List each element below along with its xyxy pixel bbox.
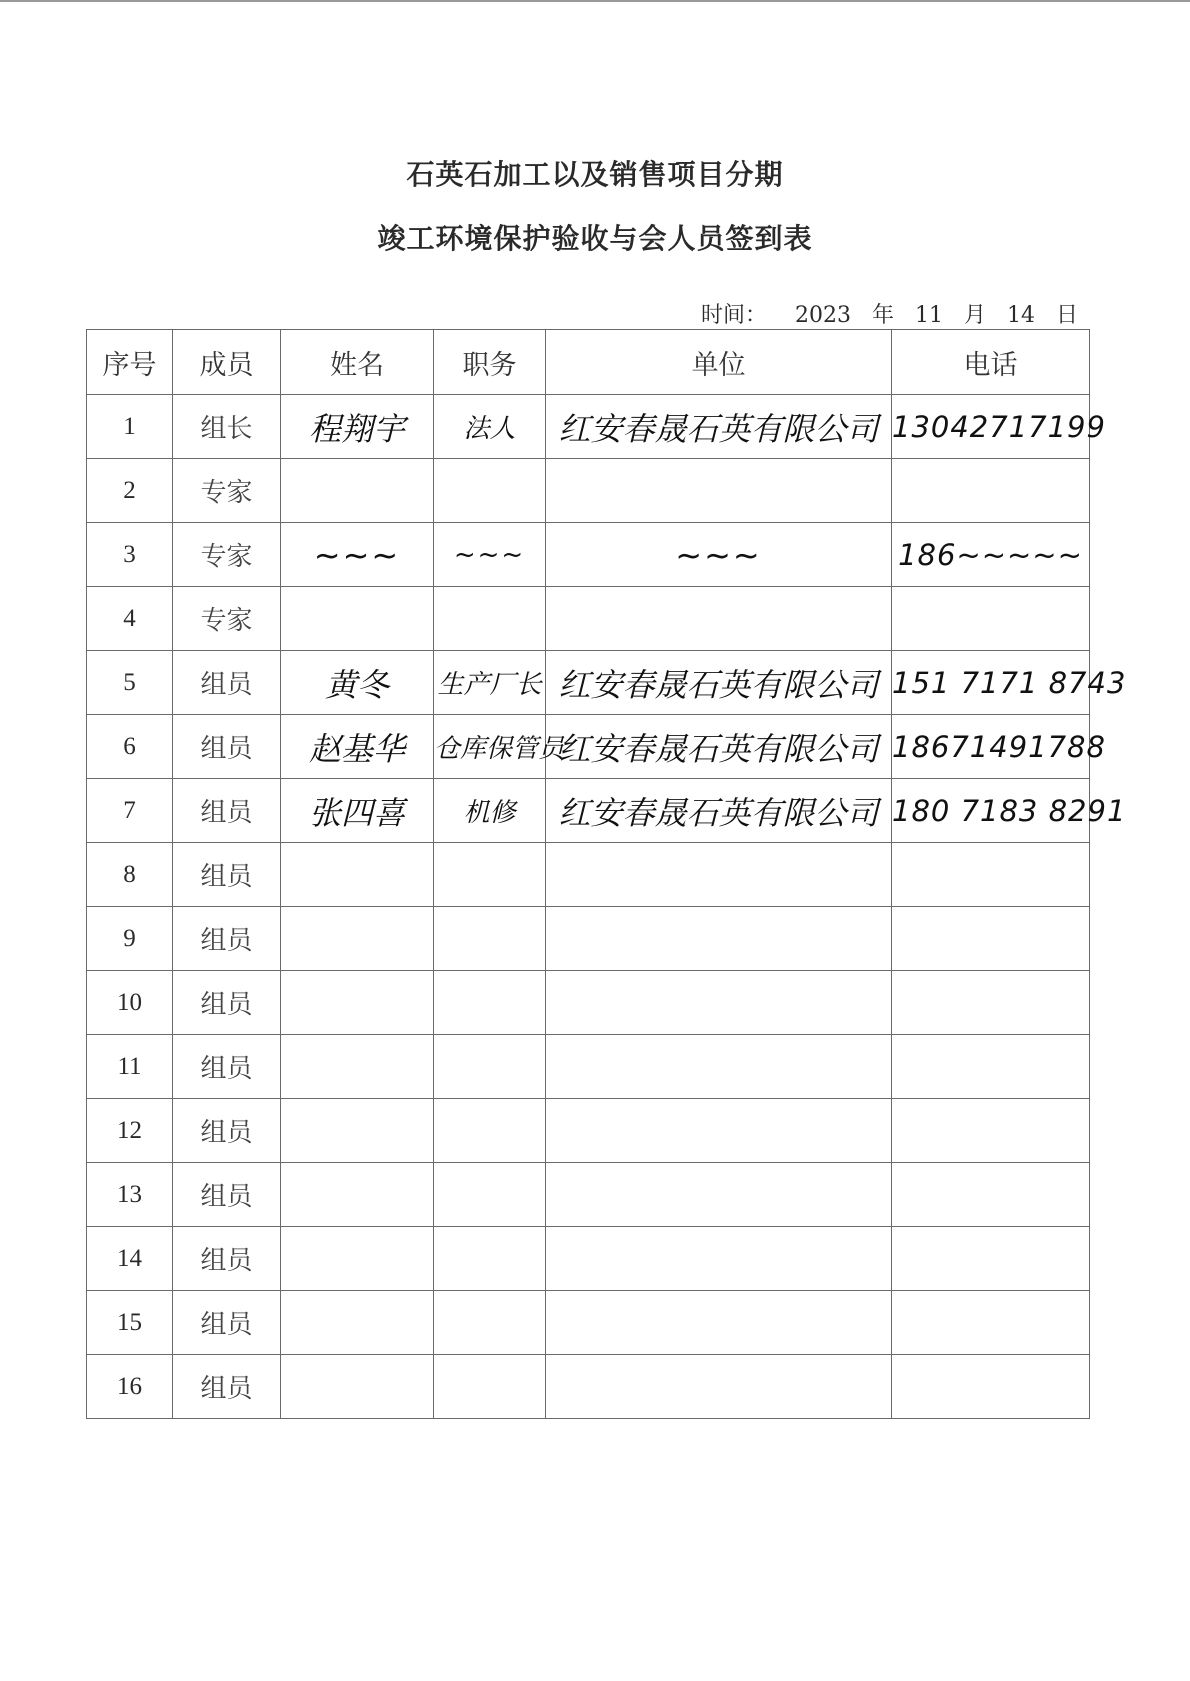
row-phone — [892, 843, 1090, 907]
table-row — [87, 395, 1090, 459]
row-unit: 红安春晟石英有限公司 — [546, 651, 892, 715]
row-number: 14 — [87, 1227, 173, 1291]
row-phone — [892, 459, 1090, 523]
row-position — [434, 907, 546, 971]
row-role: 组员 — [173, 907, 281, 971]
row-role: 组员 — [173, 651, 281, 715]
row-position — [434, 843, 546, 907]
date-day: 14 — [1007, 303, 1035, 328]
row-number: 15 — [87, 1291, 173, 1355]
document-title-line2: 竣工环境保护验收与会人员签到表 — [377, 222, 813, 255]
row-number: 2 — [87, 459, 173, 523]
row-name — [281, 1163, 434, 1227]
row-phone: 180 7183 8291 — [892, 779, 1090, 843]
row-number: 5 — [87, 651, 173, 715]
row-role: 组员 — [173, 715, 281, 779]
table-row — [87, 1163, 1090, 1227]
row-phone: 151 7171 8743 — [892, 651, 1090, 715]
row-unit — [546, 1099, 892, 1163]
date-month-unit: 月 — [964, 303, 987, 328]
table-row — [87, 587, 1090, 651]
row-phone — [892, 971, 1090, 1035]
row-name — [281, 907, 434, 971]
row-unit — [546, 1035, 892, 1099]
row-phone: 186~~~~~ — [892, 523, 1090, 587]
row-position — [434, 1291, 546, 1355]
date-line — [701, 298, 1078, 329]
row-unit: 红安春晟石英有限公司 — [546, 779, 892, 843]
table-row — [87, 907, 1090, 971]
row-role: 专家 — [173, 587, 281, 651]
row-unit — [546, 1355, 892, 1419]
row-position — [434, 1227, 546, 1291]
row-position: 生产厂长 — [434, 651, 546, 715]
row-number: 12 — [87, 1099, 173, 1163]
row-role: 组员 — [173, 843, 281, 907]
row-phone — [892, 587, 1090, 651]
document-title-line1: 石英石加工以及销售项目分期 — [406, 158, 784, 191]
row-number: 1 — [87, 395, 173, 459]
header-no: 序号 — [87, 330, 173, 395]
row-unit — [546, 587, 892, 651]
table-row — [87, 1035, 1090, 1099]
row-unit — [546, 1227, 892, 1291]
row-position — [434, 1035, 546, 1099]
header-phone: 电话 — [892, 330, 1090, 395]
row-position — [434, 1099, 546, 1163]
row-name — [281, 843, 434, 907]
row-name — [281, 1355, 434, 1419]
row-position: ~~~ — [434, 523, 546, 587]
row-number: 4 — [87, 587, 173, 651]
row-number: 8 — [87, 843, 173, 907]
row-phone: 18671491788 — [892, 715, 1090, 779]
row-number: 13 — [87, 1163, 173, 1227]
row-name — [281, 1035, 434, 1099]
row-number: 9 — [87, 907, 173, 971]
row-position: 法人 — [434, 395, 546, 459]
date-year-unit: 年 — [872, 303, 895, 328]
row-number: 7 — [87, 779, 173, 843]
row-unit: ~~~ — [546, 523, 892, 587]
row-role: 组员 — [173, 779, 281, 843]
row-position — [434, 459, 546, 523]
row-unit — [546, 459, 892, 523]
row-unit — [546, 843, 892, 907]
row-role: 专家 — [173, 459, 281, 523]
header-unit: 单位 — [546, 330, 892, 395]
row-phone — [892, 1163, 1090, 1227]
row-number: 6 — [87, 715, 173, 779]
table-row — [87, 1355, 1090, 1419]
row-position — [434, 1163, 546, 1227]
row-name — [281, 971, 434, 1035]
scan-edge — [0, 0, 1190, 2]
row-role: 组员 — [173, 1227, 281, 1291]
row-role: 组员 — [173, 1163, 281, 1227]
row-role: 专家 — [173, 523, 281, 587]
row-name: ~~~ — [281, 523, 434, 587]
row-name — [281, 1099, 434, 1163]
header-position: 职务 — [434, 330, 546, 395]
row-unit — [546, 1291, 892, 1355]
row-unit: 红安春晟石英有限公司 — [546, 395, 892, 459]
table-row — [87, 1227, 1090, 1291]
date-year: 2023 — [795, 303, 852, 328]
row-number: 10 — [87, 971, 173, 1035]
row-phone — [892, 1035, 1090, 1099]
row-name — [281, 459, 434, 523]
table-row — [87, 971, 1090, 1035]
date-day-unit: 日 — [1055, 303, 1078, 328]
row-role: 组员 — [173, 1099, 281, 1163]
row-number: 11 — [87, 1035, 173, 1099]
table-row — [87, 1291, 1090, 1355]
table-row — [87, 843, 1090, 907]
table-row — [87, 651, 1090, 715]
sign-in-table — [86, 329, 1127, 1419]
row-name: 黄冬 — [281, 651, 434, 715]
row-role: 组员 — [173, 971, 281, 1035]
row-unit — [546, 1163, 892, 1227]
row-position — [434, 1355, 546, 1419]
row-unit — [546, 907, 892, 971]
row-phone: 13042717199 — [892, 395, 1090, 459]
table-header-row — [87, 330, 1090, 395]
row-phone — [892, 907, 1090, 971]
row-role: 组员 — [173, 1291, 281, 1355]
row-position — [434, 587, 546, 651]
row-phone — [892, 1227, 1090, 1291]
table-row — [87, 779, 1090, 843]
header-name: 姓名 — [281, 330, 434, 395]
row-name — [281, 587, 434, 651]
row-number: 3 — [87, 523, 173, 587]
row-unit — [546, 971, 892, 1035]
date-month: 11 — [915, 303, 944, 328]
row-name: 张四喜 — [281, 779, 434, 843]
row-phone — [892, 1099, 1090, 1163]
header-role: 成员 — [173, 330, 281, 395]
row-number: 16 — [87, 1355, 173, 1419]
row-role: 组员 — [173, 1035, 281, 1099]
row-unit: 红安春晟石英有限公司 — [546, 715, 892, 779]
table-row — [87, 1099, 1090, 1163]
row-name: 赵基华 — [281, 715, 434, 779]
table-row — [87, 523, 1090, 587]
table-row — [87, 459, 1090, 523]
table-row — [87, 715, 1090, 779]
row-position: 机修 — [434, 779, 546, 843]
row-position: 仓库保管员 — [434, 715, 546, 779]
row-phone — [892, 1355, 1090, 1419]
row-name — [281, 1227, 434, 1291]
row-role: 组员 — [173, 1355, 281, 1419]
row-name — [281, 1291, 434, 1355]
row-position — [434, 971, 546, 1035]
date-label: 时间： — [701, 303, 768, 328]
row-role: 组长 — [173, 395, 281, 459]
row-phone — [892, 1291, 1090, 1355]
row-name: 程翔宇 — [281, 395, 434, 459]
